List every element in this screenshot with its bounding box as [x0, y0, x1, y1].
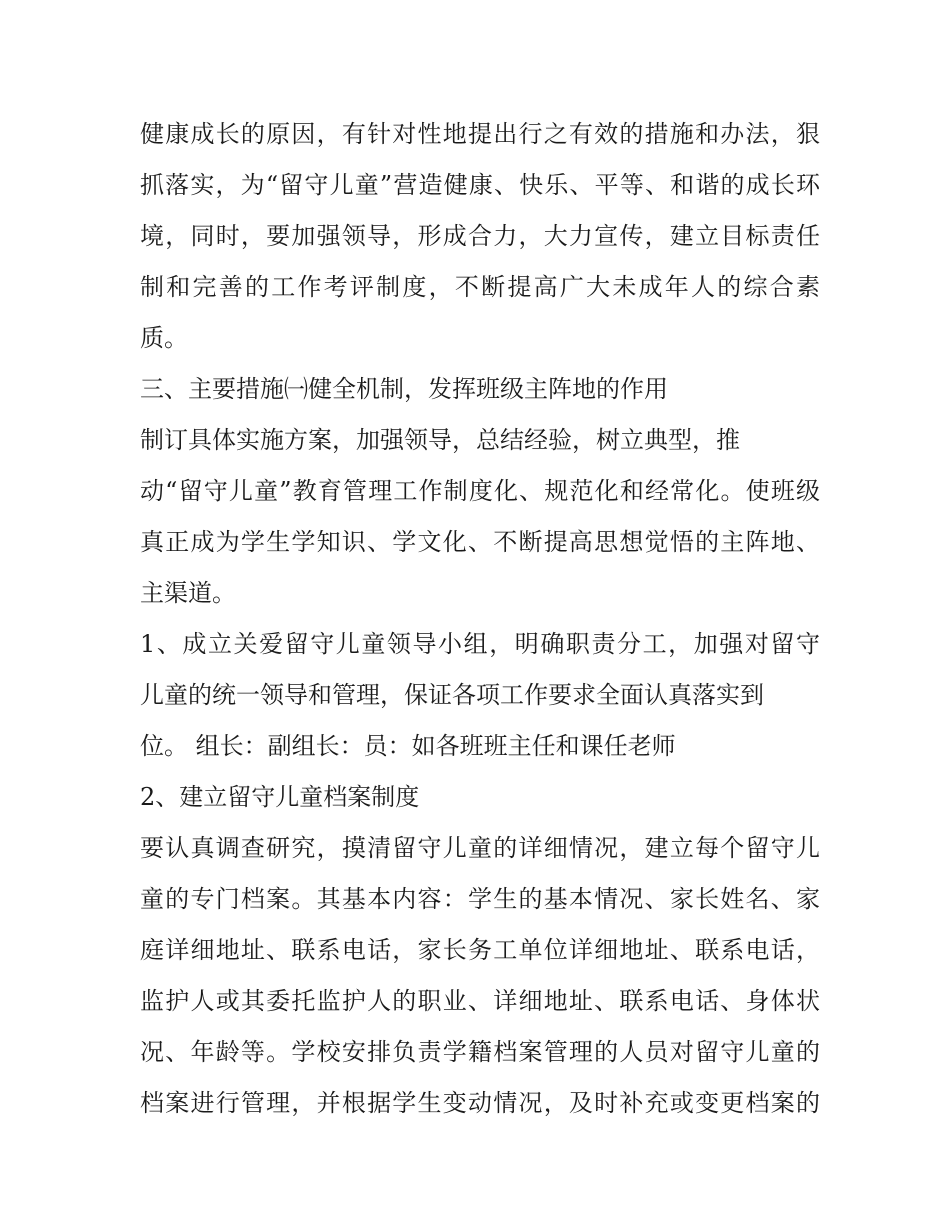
- text-line: 境，同时，要加强领导，形成合力，大力宣传，建立目标责任: [140, 222, 820, 250]
- text-line: 健康成长的原因，有针对性地提出行之有效的措施和办法，狠: [140, 120, 820, 148]
- text-line: 主渠道。: [140, 579, 236, 607]
- text-line: 儿童的统一领导和管理，保证各项工作要求全面认真落实到: [140, 681, 764, 709]
- text-line: 制订具体实施方案，加强领导，总结经验，树立典型，推: [140, 426, 740, 454]
- section-heading: 三、主要措施㈠健全机制，发挥班级主阵地的作用: [140, 375, 668, 403]
- body-text: [140, 109, 820, 1129]
- text-line: 童的专门档案。其基本内容：学生的基本情况、家长姓名、家: [140, 885, 820, 913]
- text-line: 质。: [140, 324, 188, 352]
- text-line: 制和完善的工作考评制度，不断提高广大未成年人的综合素: [140, 273, 820, 301]
- text-line: 庭详细地址、联系电话，家长务工单位详细地址、联系电话，: [140, 936, 820, 964]
- text-line: 要认真调查研究，摸清留守儿童的详细情况，建立每个留守儿: [140, 834, 820, 862]
- text-line: 况、年龄等。学校安排负责学籍档案管理的人员对留守儿童的: [140, 1038, 820, 1066]
- text-line: 抓落实，为“留守儿童”营造健康、快乐、平等、和谐的成长环: [140, 171, 820, 199]
- text-line: 监护人或其委托监护人的职业、详细地址、联系电话、身体状: [140, 987, 820, 1015]
- text-line: 动“留守儿童”教育管理工作制度化、规范化和经常化。使班级: [140, 477, 820, 505]
- text-line: 档案进行管理，并根据学生变动情况，及时补充或变更档案的: [140, 1089, 820, 1117]
- text-line: 位。 组长：副组长：员：如各班班主任和课任老师: [140, 732, 676, 760]
- subsection-heading: 2、建立留守儿童档案制度: [140, 783, 420, 811]
- text-line: 真正成为学生学知识、学文化、不断提高思想觉悟的主阵地、: [140, 528, 820, 556]
- text-line: 1、成立关爱留守儿童领导小组，明确职责分工，加强对留守: [140, 630, 820, 658]
